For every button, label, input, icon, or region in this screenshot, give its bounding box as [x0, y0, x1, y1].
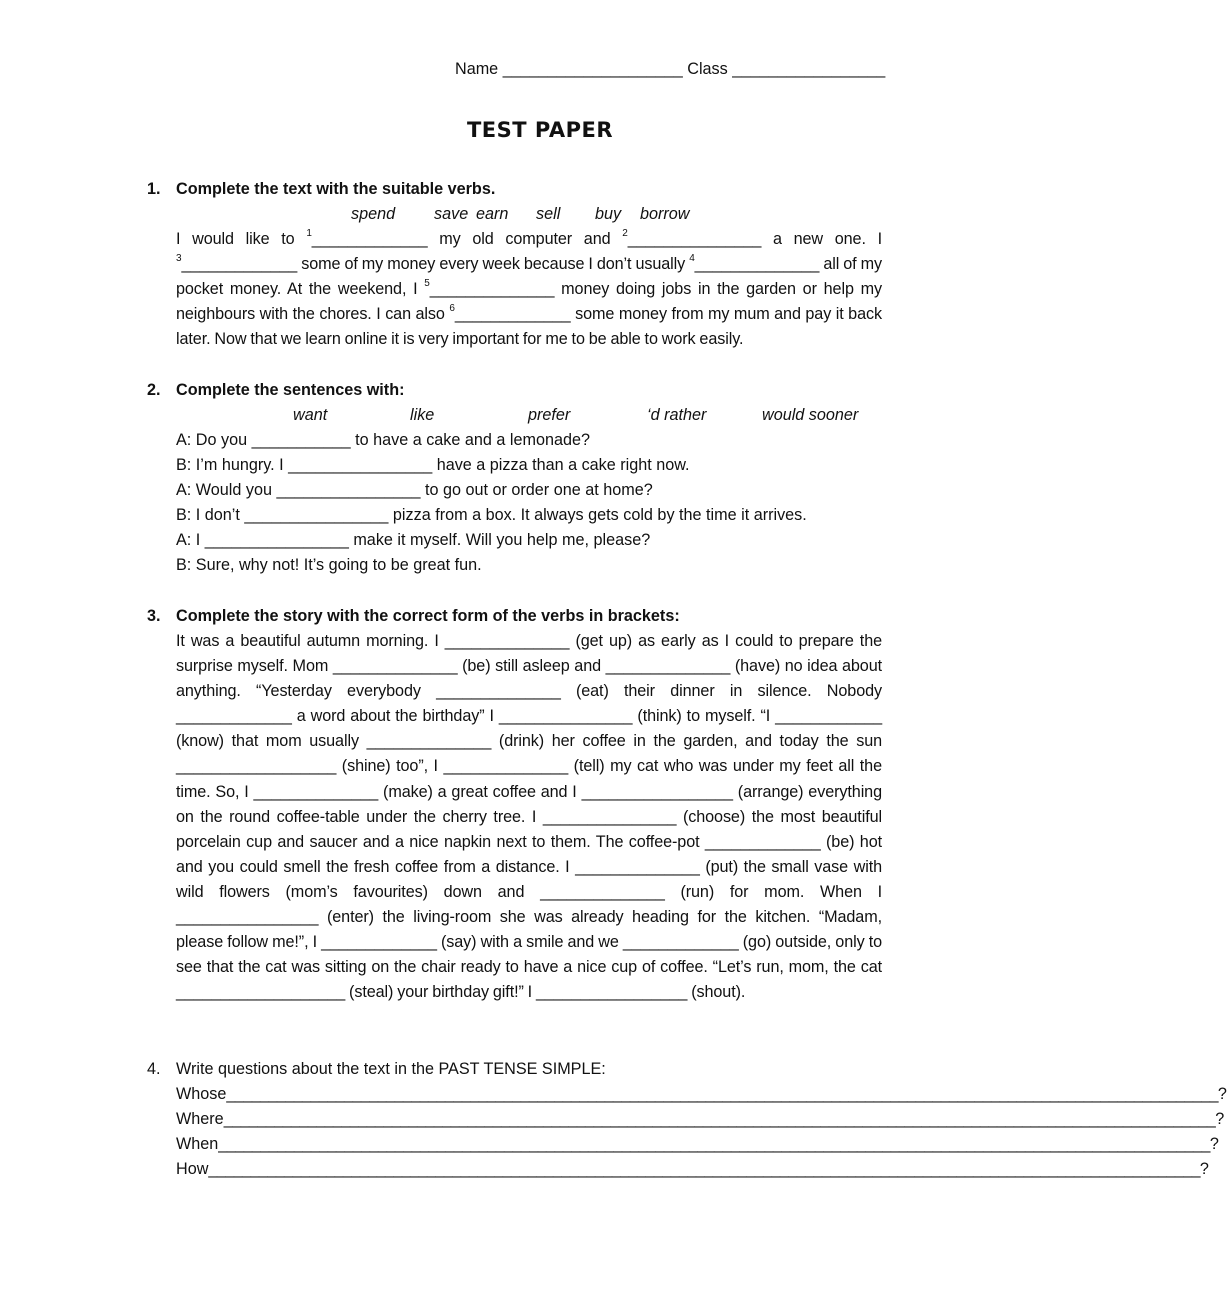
name-class-line	[455, 58, 885, 80]
word-bank-item: prefer	[528, 406, 571, 424]
answer-blank[interactable]: _______________	[627, 230, 762, 248]
word-bank-item: want	[293, 406, 328, 424]
name-label: Name	[455, 60, 499, 78]
dialogue-line: A: Would you ________________ to go out or order one at home?	[176, 481, 653, 499]
answer-line[interactable]: ______________________________________________________________________________________________________________________	[226, 1085, 1218, 1103]
question-number: 4.	[147, 1060, 161, 1078]
word-bank-item: would sooner	[762, 406, 859, 424]
word-bank-item: save	[434, 205, 469, 223]
text-segment: all of my pocket money. At the weekend, I	[176, 255, 882, 299]
word-bank-item: like	[410, 406, 435, 424]
question-mark: ?	[1199, 1160, 1209, 1178]
question-number: 3.	[147, 607, 161, 625]
question-line	[176, 1107, 1225, 1132]
word-bank-item: earn	[476, 205, 509, 223]
answer-blank[interactable]: _____________	[181, 255, 298, 274]
question-heading: Complete the text with the suitable verbs.	[176, 180, 496, 198]
text-segment: money doing jobs in the garden or help my neighbours with the chores. I can also	[176, 280, 883, 324]
word-bank-item: sell	[536, 205, 561, 223]
answer-blank[interactable]: _____________	[311, 230, 428, 248]
answer-line[interactable]: ______________________________________________________________________________________________________________________	[208, 1160, 1200, 1178]
gap-number: 6	[449, 302, 455, 314]
gap-number: 5	[424, 277, 430, 289]
question-word: Whose	[176, 1085, 227, 1103]
gap-number: 1	[306, 227, 312, 239]
question-line	[176, 1157, 1209, 1182]
dialogue-line: A: I ________________ make it myself. Will you help me, please?	[176, 531, 651, 549]
text-segment: some of my money every week because I don’t usually	[297, 255, 690, 274]
exercise-text	[176, 227, 882, 352]
answer-blank[interactable]: ______________	[694, 255, 820, 274]
question-line	[176, 1132, 1219, 1157]
name-blank[interactable]: ____________________	[502, 60, 683, 78]
question-heading: Complete the story with the correct form of the verbs in brackets:	[176, 607, 680, 625]
text-segment: my old computer and	[427, 230, 623, 248]
text-segment: some money from my mum and pay it back later. Now that we learn online it is very important for me to be able to work easily.	[176, 305, 882, 349]
answer-blank[interactable]: _____________	[454, 305, 571, 324]
question-number: 2.	[147, 381, 161, 399]
question-heading: Write questions about the text in the PAST TENSE SIMPLE:	[176, 1060, 606, 1078]
question-heading: Complete the sentences with:	[176, 381, 405, 399]
question-number: 1.	[147, 180, 161, 198]
question-mark: ?	[1217, 1085, 1227, 1103]
story-text: It was a beautiful autumn morning. I ______________ (get up) as early as I could to prepare the surprise myself. Mom ______________ (be) still asleep and ______________ (have) no idea about anything. “Yesterday everybody ______________ (eat) their dinner in silence. Nobody _____________ a word about the birthday” I _______________ (think) to myself. “I ____________ (know) that mom usually ______________ (drink) her coffee in the garden, and today the sun __________________ (shine) too”, I ______________ (tell) my cat who was under my feet all the time. So, I ______________ (make) a great coffee and I _________________ (arrange) everything on the round coffee-table under the cherry tree. I _______________ (choose) the most beautiful porcelain cup and saucer and a nice napkin next to them. The coffee-pot _____________ (be) hot and you could smell the fresh coffee from a distance. I ______________ (put) the small vase with wild flowers (mom’s favourites) down and ______________ (run) for mom. When I ________________ (enter) the living-room she was already heading for the kitchen. “Madam, please follow me!”, I _____________ (say) with a smile and we _____________ (go) outside, only to see that the cat was sitting on the chair ready to have a nice cup of coffee. “Let’s run, mom, the cat ___________________ (steal) your birthday gift!” I _________________ (shout).	[176, 632, 882, 1002]
class-label: Class	[687, 60, 728, 78]
word-bank-item: ‘d rather	[647, 406, 707, 424]
dialogue-line: A: Do you ___________ to have a cake and a lemonade?	[176, 431, 590, 449]
word-bank-item: buy	[595, 205, 622, 223]
dialogue-line: B: I’m hungry. I ________________ have a pizza than a cake right now.	[176, 456, 690, 474]
text-segment: I would like to	[176, 230, 307, 248]
gap-number: 4	[689, 252, 695, 264]
question-word: How	[176, 1160, 209, 1178]
dialogue-line: B: Sure, why not! It’s going to be great fun.	[176, 556, 482, 574]
word-bank-item: borrow	[640, 205, 690, 223]
text-segment: a new one. I	[761, 230, 882, 248]
question-word: When	[176, 1135, 219, 1153]
word-bank	[176, 403, 882, 428]
question-line	[176, 1082, 1227, 1107]
gap-number: 3	[176, 252, 182, 264]
question-mark: ?	[1215, 1110, 1225, 1128]
word-bank-item: spend	[351, 205, 396, 223]
word-bank	[176, 202, 882, 227]
answer-line[interactable]: ______________________________________________________________________________________________________________________	[223, 1110, 1216, 1128]
question-word: Where	[176, 1110, 224, 1128]
class-blank[interactable]: _________________	[732, 60, 886, 78]
dialogue-line: B: I don’t ________________ pizza from a box. It always gets cold by the time it arrives.	[176, 506, 807, 524]
page-title: TEST PAPER	[466, 118, 614, 142]
question-mark: ?	[1209, 1135, 1219, 1153]
gap-number: 2	[622, 227, 628, 239]
answer-blank[interactable]: ______________	[429, 280, 555, 299]
answer-line[interactable]: ______________________________________________________________________________________________________________________	[218, 1135, 1210, 1153]
